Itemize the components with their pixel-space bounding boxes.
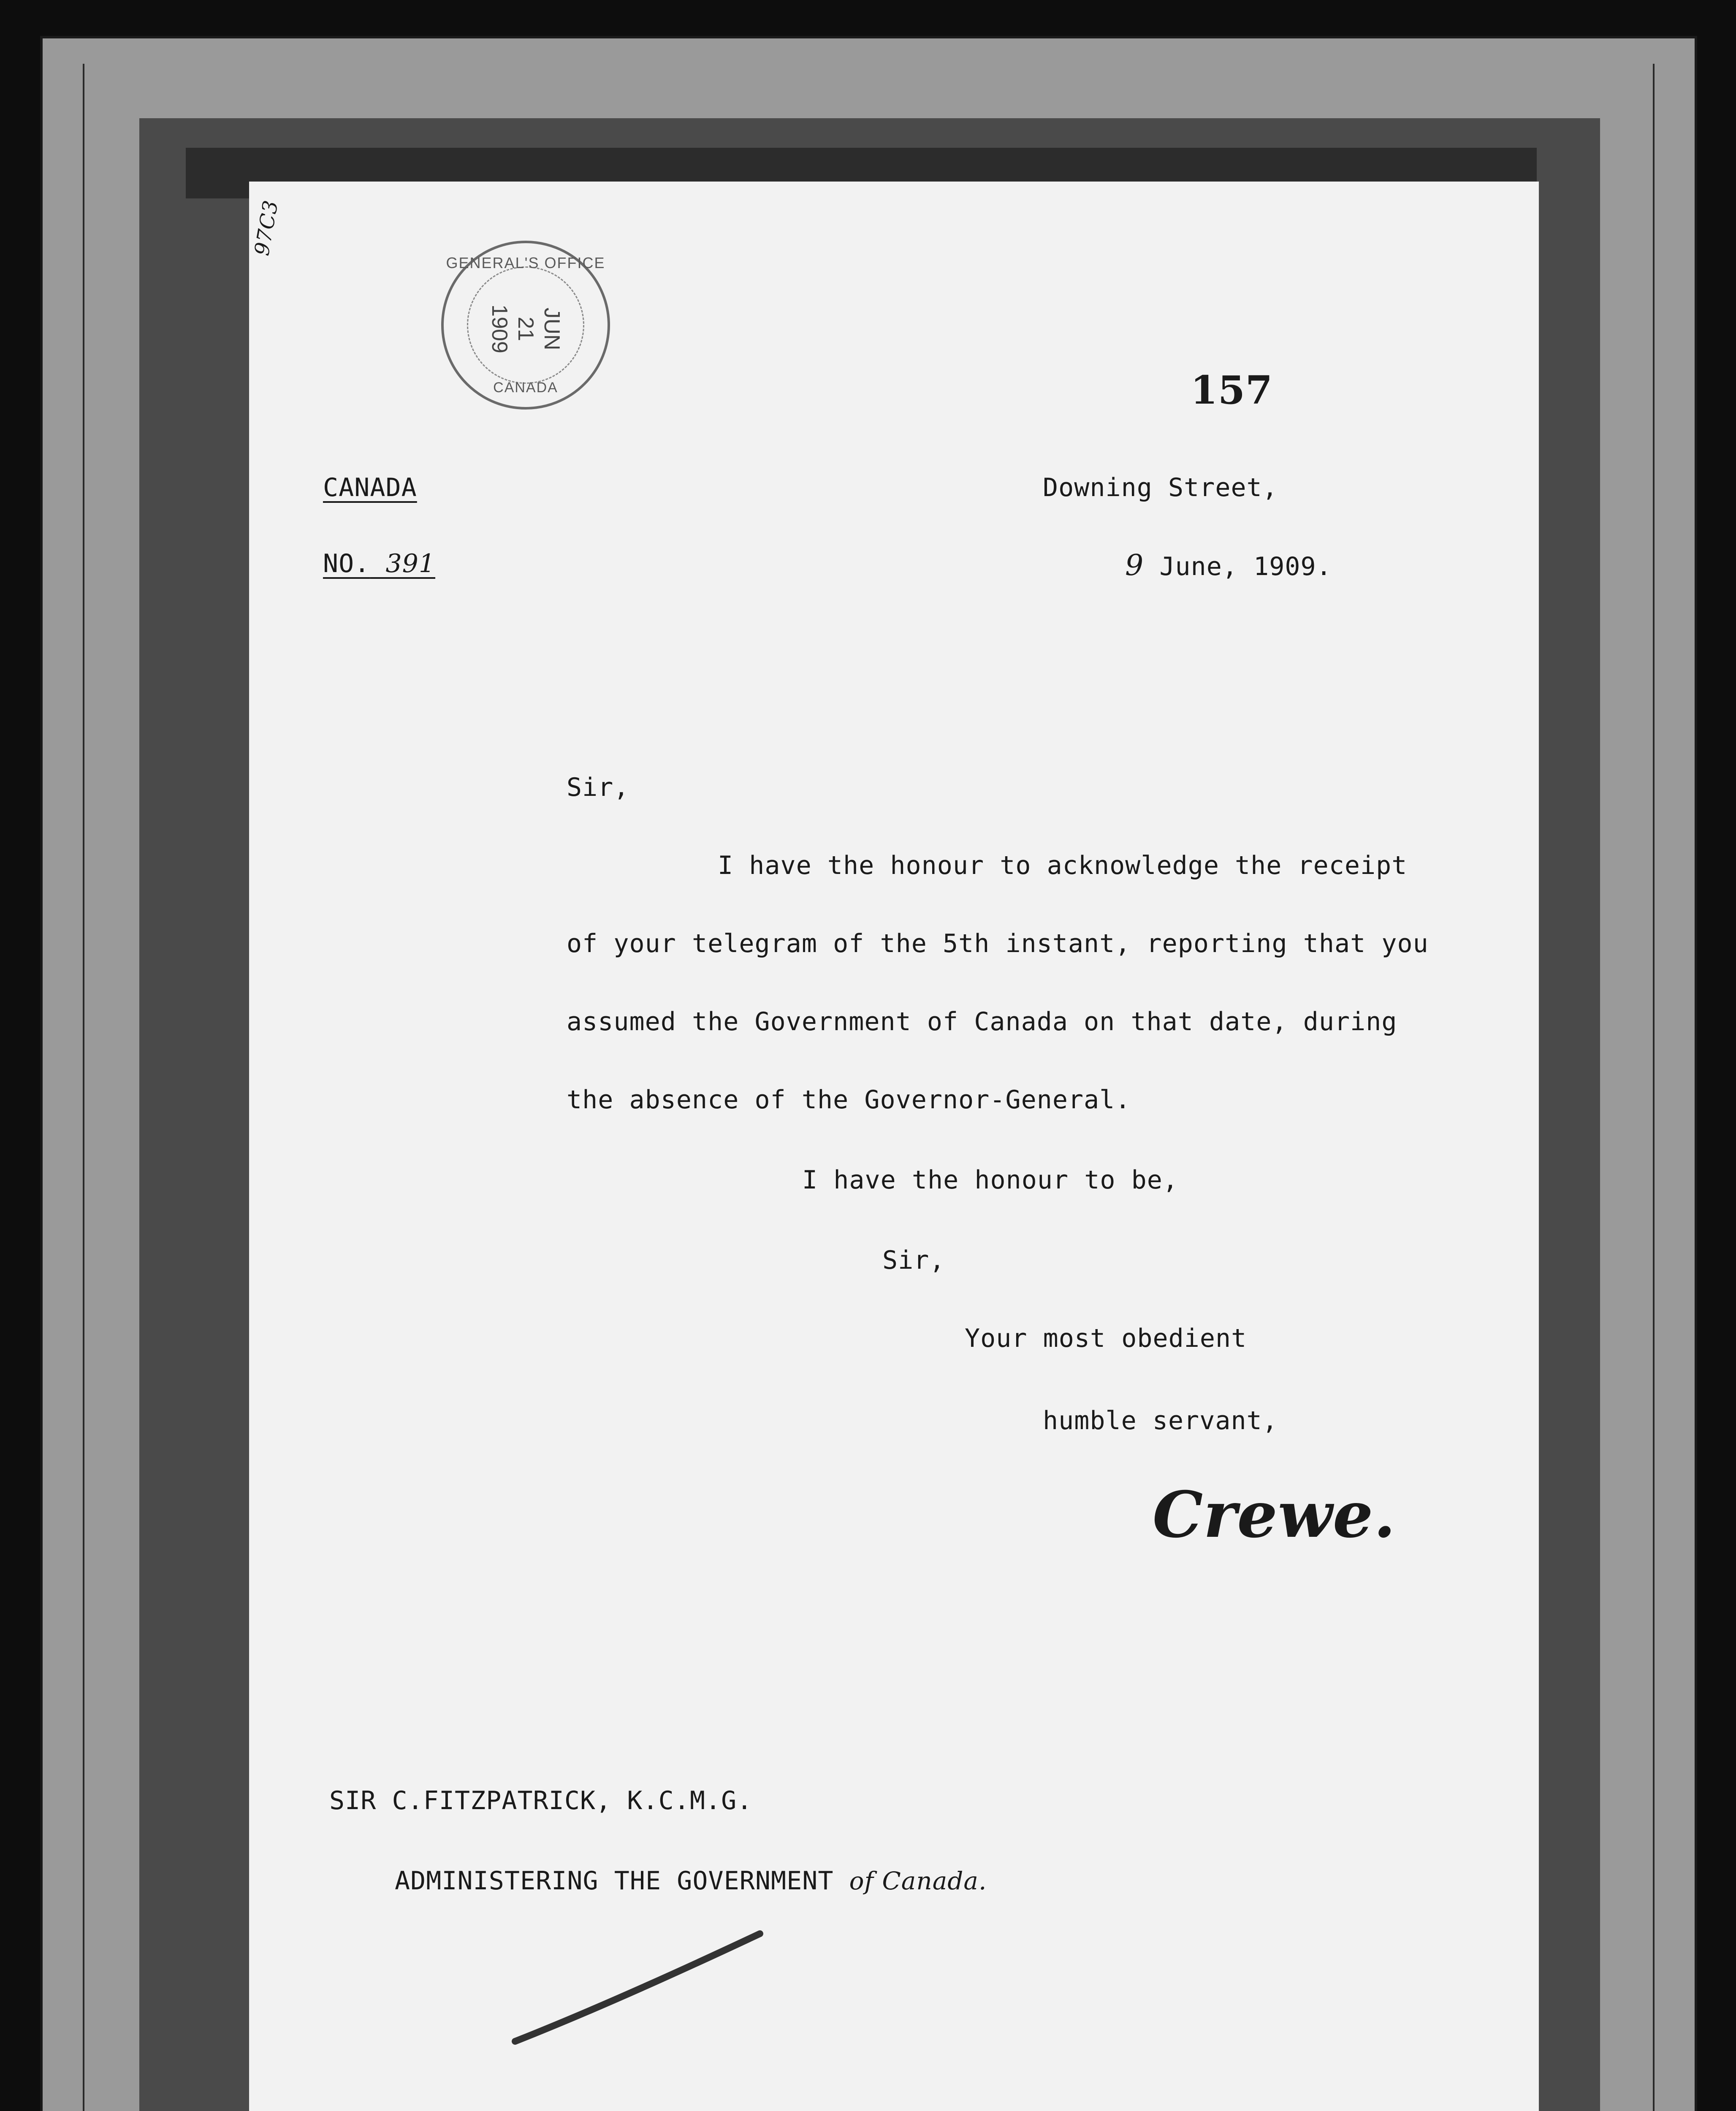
closing-line-2: Sir, (882, 1245, 945, 1275)
frame-left-rule (83, 64, 84, 2111)
letter-date-rest: June, 1909. (1159, 552, 1332, 581)
stamp-year: 1909 (487, 304, 512, 353)
body-line-4: the absence of the Governor-General. (567, 1085, 1131, 1115)
body-line-1: I have the honour to acknowledge the receipt (718, 851, 1408, 880)
sender-address: Downing Street, (1043, 473, 1278, 502)
addressee-title-typed: ADMINISTERING THE GOVERNMENT (395, 1866, 834, 1896)
stamp-day: 21 (513, 317, 538, 341)
stamp-month: JUN (540, 307, 564, 350)
dispatch-number-label: NO. (323, 549, 370, 578)
salutation: Sir, (567, 773, 629, 802)
pen-stroke (511, 1929, 764, 2048)
letter-date (1125, 549, 1332, 582)
archive-number: 97C3 (250, 198, 283, 258)
closing-line-3: Your most obedient (965, 1324, 1247, 1353)
received-stamp (441, 241, 610, 410)
addressee-name: SIR C.FITZPATRICK, K.C.M.G. (329, 1786, 753, 1815)
letter-date-day: 9 (1125, 549, 1144, 582)
body-line-2: of your telegram of the 5th instant, reporting that you (567, 929, 1429, 958)
stamp-office: GENERAL'S OFFICE (446, 254, 605, 271)
letter-page (249, 182, 1539, 2111)
dispatch-number (323, 549, 435, 578)
closing-line-4: humble servant, (1043, 1406, 1278, 1435)
frame-right-rule (1653, 64, 1655, 2111)
closing-line-1: I have the honour to be, (802, 1165, 1178, 1195)
body-line-3: assumed the Government of Canada on that date, during (567, 1007, 1397, 1037)
addressee-title (395, 1866, 987, 1896)
folio-number: 157 (1191, 367, 1273, 413)
header-country: CANADA (323, 473, 417, 502)
signature: Crewe. (1153, 1478, 1396, 1552)
stamp-country: CANADA (493, 380, 558, 396)
dispatch-number-value: 391 (385, 549, 436, 578)
addressee-title-handwritten: of Canada. (849, 1867, 987, 1895)
